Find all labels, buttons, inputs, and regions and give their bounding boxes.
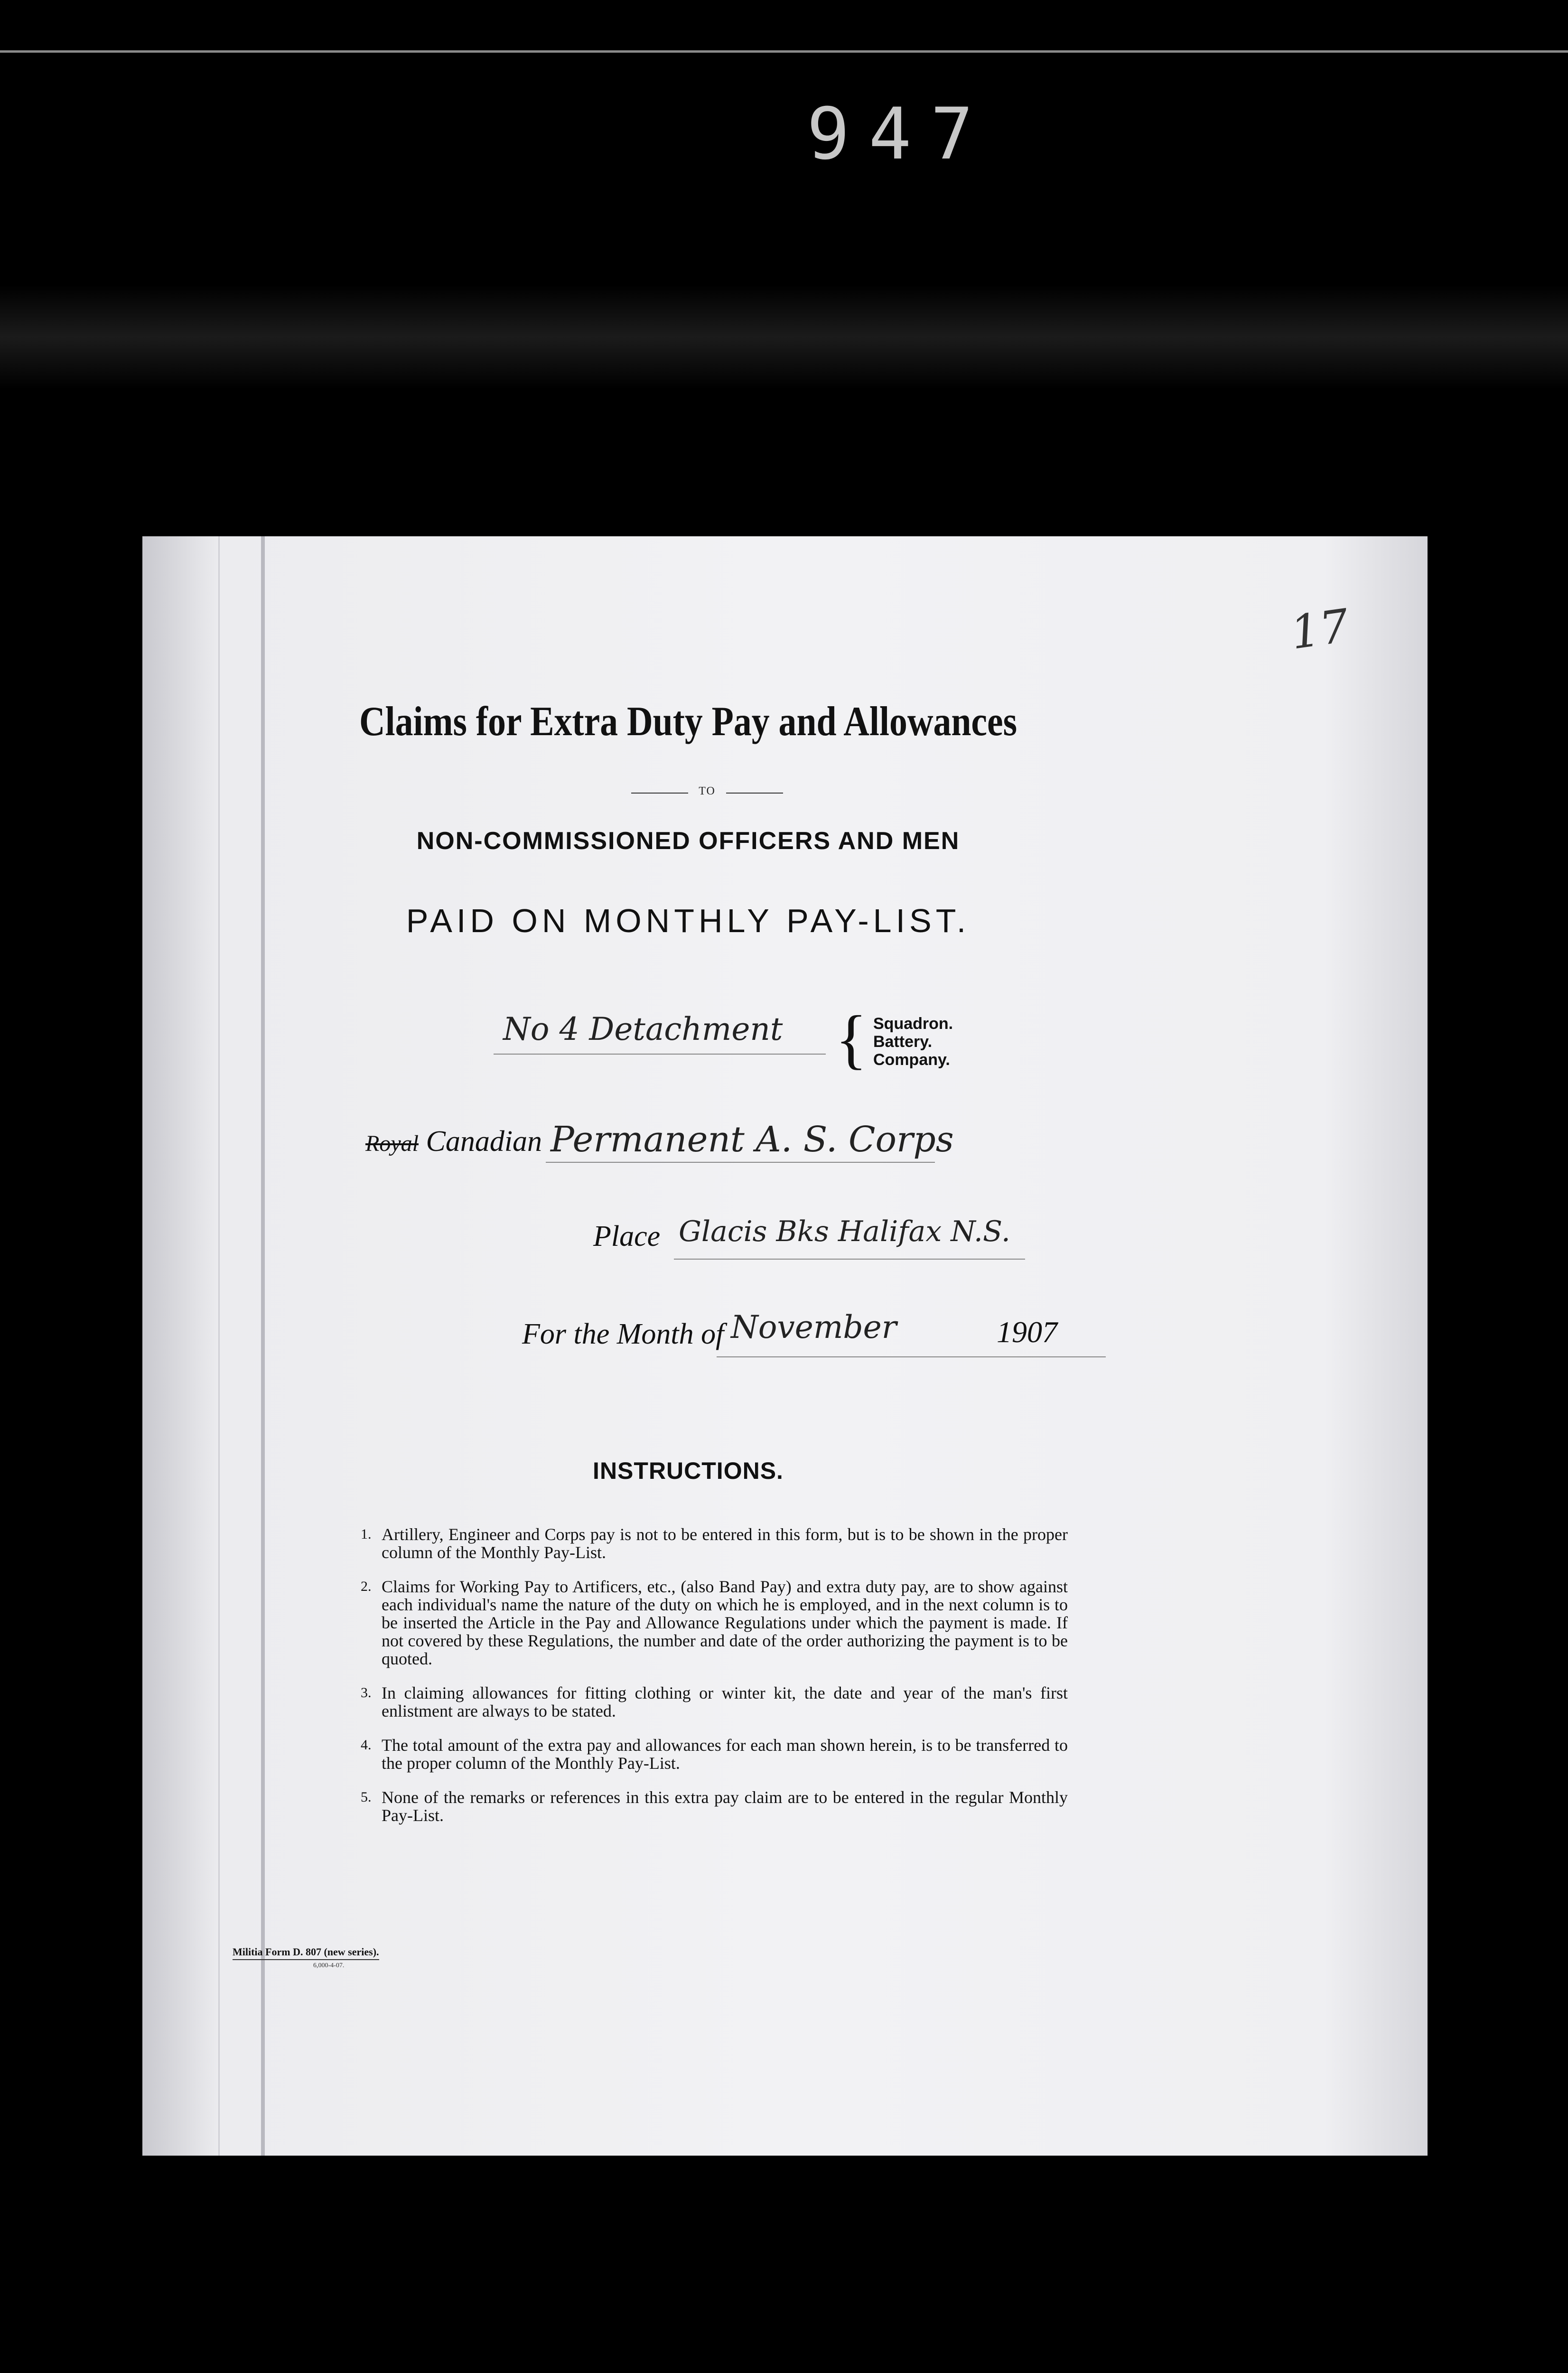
reel-number: 947 <box>807 93 992 176</box>
instructions-list <box>361 1525 1068 1840</box>
place-label: Place <box>593 1220 661 1252</box>
instruction-item: 3. In claiming allowances for fitting clothing or winter kit, the date and year of the man's first enlistment are always to be stated. <box>361 1683 1068 1720</box>
unit-type-battery: Battery. <box>873 1033 933 1051</box>
paid-line: PAID ON MONTHLY PAY-LIST. <box>406 902 971 939</box>
unit-types-list <box>873 1015 953 1069</box>
form-number: Militia Form D. 807 (new series). <box>233 1946 379 1960</box>
form-print-run: 6,000-4-07. <box>313 1962 345 1969</box>
corps-underline <box>546 1162 935 1163</box>
page-fold <box>261 536 265 2156</box>
film-edge-line <box>0 50 1568 53</box>
royal-struck: Royal <box>365 1131 419 1156</box>
year-value: 1907 <box>997 1315 1057 1349</box>
month-label: For the Month of <box>522 1318 724 1350</box>
corps-line <box>365 1125 542 1158</box>
to-divider <box>631 783 783 802</box>
canadian-label: Canadian <box>426 1125 542 1158</box>
month-underline <box>717 1356 1106 1357</box>
form-subtitle: NON-COMMISSIONED OFFICERS AND MEN <box>416 827 960 855</box>
film-haze <box>0 285 1568 389</box>
corps-handwritten: Permanent A. S. Corps <box>551 1119 954 1160</box>
corner-page-mark: 17 <box>1287 599 1353 660</box>
instructions-heading: INSTRUCTIONS. <box>593 1457 784 1484</box>
instruction-item: 5. None of the remarks or references in this extra pay claim are to be entered in the regular Monthly Pay-List. <box>361 1788 1068 1825</box>
unit-brace: { <box>835 1002 868 1076</box>
unit-handwritten: No 4 Detachment <box>503 1011 783 1047</box>
instruction-item: 4. The total amount of the extra pay and allowances for each man shown herein, is to be transferred to the proper column of the Monthly Pay-List. <box>361 1736 1068 1773</box>
form-title: Claims for Extra Duty Pay and Allowances <box>359 699 1017 745</box>
instruction-item: 1. Artillery, Engineer and Corps pay is not to be entered in this form, but is to be shown in the proper column of the Monthly Pay-List. <box>361 1525 1068 1562</box>
instruction-item: 2. Claims for Working Pay to Artificers, etc., (also Band Pay) and extra duty pay, are to show against each individual's name the nature of the duty on which he is employed, and in the next column is to be inserted the Article in the Pay and Allowance Regulations under which the payment is made. If not covered by these Regulations, the number and date of the order authorizing the payment is to be quoted. <box>361 1577 1068 1668</box>
unit-type-company: Company. <box>873 1051 950 1069</box>
unit-type-squadron: Squadron. <box>873 1015 953 1033</box>
page-crease <box>218 536 220 2156</box>
month-handwritten: November <box>731 1309 897 1345</box>
place-handwritten: Glacis Bks Halifax N.S. <box>679 1215 1010 1248</box>
place-underline <box>674 1259 1025 1260</box>
form-page <box>142 536 1428 2156</box>
unit-underline <box>494 1054 826 1055</box>
to-label: TO <box>699 785 716 797</box>
